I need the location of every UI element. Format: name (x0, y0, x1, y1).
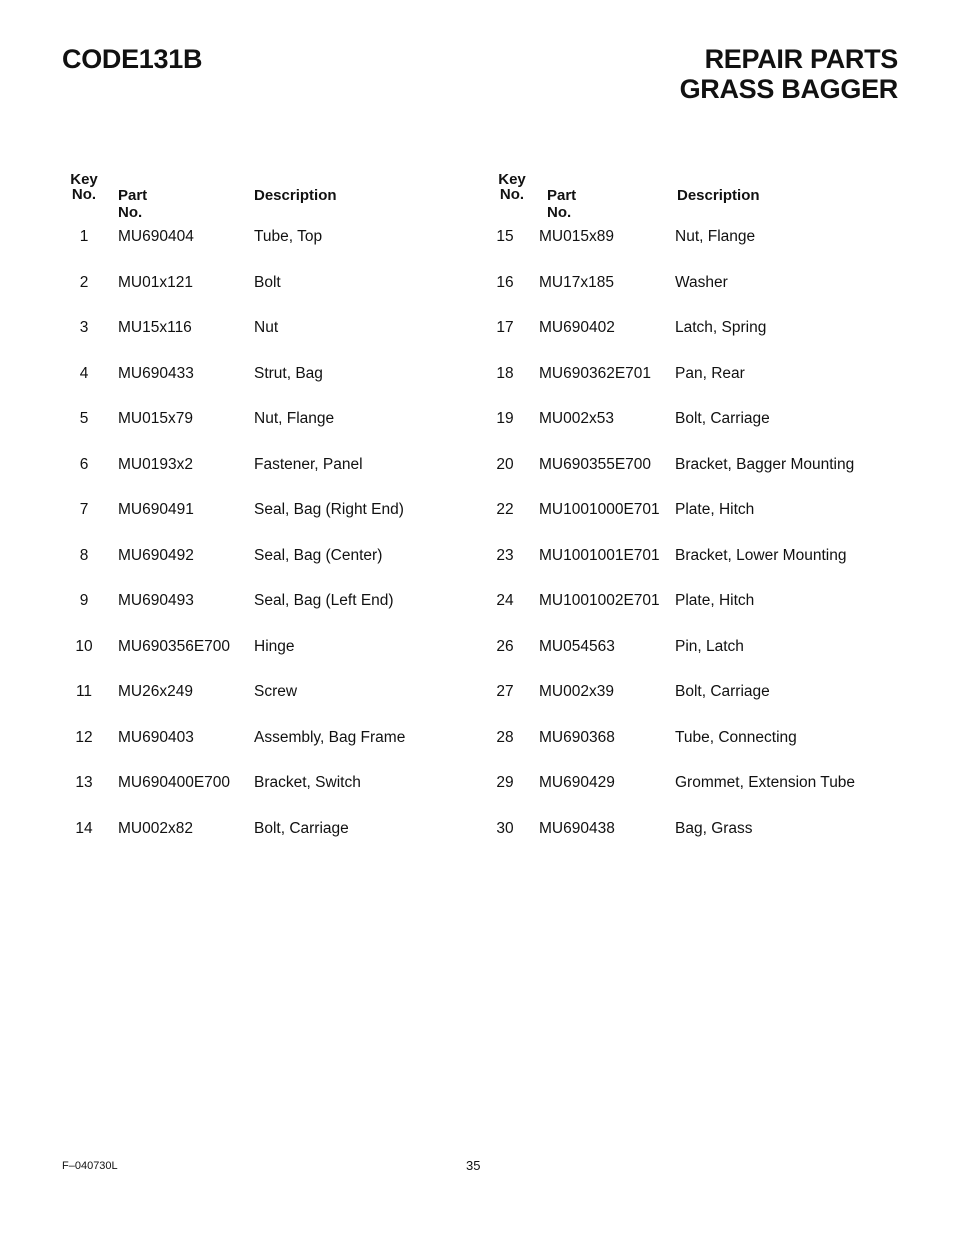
key-number: 5 (79, 410, 89, 427)
key-number: 14 (75, 819, 93, 837)
part-description: Bracket, Bagger Mounting (675, 455, 855, 473)
part-description: Nut, Flange (675, 228, 756, 245)
part-number: MU054563 (539, 637, 615, 655)
part-description: Tube, Connecting (675, 728, 797, 746)
key-number: 2 (79, 273, 89, 291)
part-number: MU01x121 (118, 273, 193, 291)
key-number: 12 (75, 728, 93, 746)
part-description: Bolt (254, 273, 281, 291)
part-number: MU690356E700 (118, 637, 231, 655)
title-line-1: REPAIR PARTS (704, 44, 898, 74)
key-number: 16 (496, 273, 514, 291)
page-number: 35 (466, 1158, 481, 1173)
part-number: MU690404 (118, 228, 194, 245)
key-number: 22 (496, 501, 514, 518)
key-number: 23 (496, 546, 514, 564)
part-number: MU690433 (118, 364, 194, 382)
key-number: 19 (496, 410, 514, 427)
key-no-header: Key No. (70, 171, 98, 203)
part-description: Pan, Rear (675, 364, 745, 382)
part-number: MU690368 (539, 728, 615, 746)
part-number: MU690492 (118, 546, 194, 564)
part-number: MU002x82 (118, 819, 193, 837)
key-number: 10 (75, 637, 93, 655)
part-number: MU002x53 (539, 410, 614, 427)
title-line-2: GRASS BAGGER (679, 74, 898, 104)
part-number: MU1001002E701 (539, 592, 660, 609)
key-number: 9 (79, 592, 89, 609)
description-header: Description (254, 187, 337, 204)
part-number: MU690362E701 (539, 364, 652, 382)
part-description: Bracket, Lower Mounting (675, 546, 847, 564)
part-number: MU690403 (118, 728, 194, 746)
part-number: MU690429 (539, 774, 615, 791)
part-number: MU17x185 (539, 273, 614, 291)
part-no-header: Part No. (547, 187, 577, 221)
part-number: MU002x39 (539, 683, 614, 700)
part-description: Bolt, Carriage (675, 410, 770, 427)
part-description: Pin, Latch (675, 637, 744, 655)
key-number: 24 (496, 592, 514, 609)
key-number: 27 (496, 683, 514, 700)
key-number: 7 (79, 501, 89, 518)
part-description: Assembly, Bag Frame (254, 728, 406, 746)
key-number: 6 (79, 455, 89, 473)
part-description: Seal, Bag (Right End) (254, 501, 404, 518)
part-number: MU015x79 (118, 410, 193, 427)
part-number: MU1001000E701 (539, 501, 660, 518)
part-description: Plate, Hitch (675, 592, 755, 609)
part-description: Bracket, Switch (254, 774, 361, 791)
key-number: 15 (496, 228, 514, 245)
key-number: 28 (496, 728, 514, 746)
part-number: MU26x249 (118, 683, 193, 700)
part-description: Washer (675, 273, 728, 291)
part-description: Seal, Bag (Center) (254, 546, 383, 564)
part-number: MU690491 (118, 501, 194, 518)
part-number: MU690400E700 (118, 774, 231, 791)
part-description: Tube, Top (254, 228, 323, 245)
key-number: 18 (496, 364, 514, 382)
part-number: MU15x116 (118, 319, 192, 336)
key-number: 3 (79, 319, 89, 336)
part-number: MU690438 (539, 819, 615, 837)
part-description: Screw (254, 683, 298, 700)
part-description: Strut, Bag (254, 364, 323, 382)
part-number: MU690355E700 (539, 455, 652, 473)
part-description: Nut, Flange (254, 410, 335, 427)
part-description: Fastener, Panel (254, 455, 363, 473)
part-description: Latch, Spring (675, 319, 767, 336)
part-description: Bolt, Carriage (675, 683, 770, 700)
part-number: MU690493 (118, 592, 194, 609)
part-description: Nut (254, 319, 279, 336)
key-number: 20 (496, 455, 514, 473)
key-number: 29 (496, 774, 514, 791)
key-number: 8 (79, 546, 89, 564)
key-number: 13 (75, 774, 93, 791)
description-header: Description (677, 187, 760, 204)
model-number: CODE131B (62, 44, 203, 74)
key-no-header: Key No. (498, 171, 526, 203)
key-number: 11 (75, 683, 93, 700)
part-description: Seal, Bag (Left End) (254, 592, 394, 609)
part-number: MU0193x2 (118, 455, 193, 473)
part-no-header: Part No. (118, 187, 148, 221)
key-number: 17 (496, 319, 514, 336)
part-description: Plate, Hitch (675, 501, 755, 518)
part-number: MU690402 (539, 319, 615, 336)
document-code: F–040730L (62, 1160, 118, 1172)
page-title (680, 44, 898, 104)
key-number: 26 (496, 637, 514, 655)
part-description: Bag, Grass (675, 819, 753, 837)
key-number: 1 (79, 228, 89, 245)
part-number: MU1001001E701 (539, 546, 660, 564)
part-description: Hinge (254, 637, 295, 655)
key-number: 30 (496, 819, 514, 837)
key-number: 4 (79, 364, 89, 382)
part-number: MU015x89 (539, 228, 614, 245)
part-description: Grommet, Extension Tube (675, 774, 856, 791)
part-description: Bolt, Carriage (254, 819, 349, 837)
